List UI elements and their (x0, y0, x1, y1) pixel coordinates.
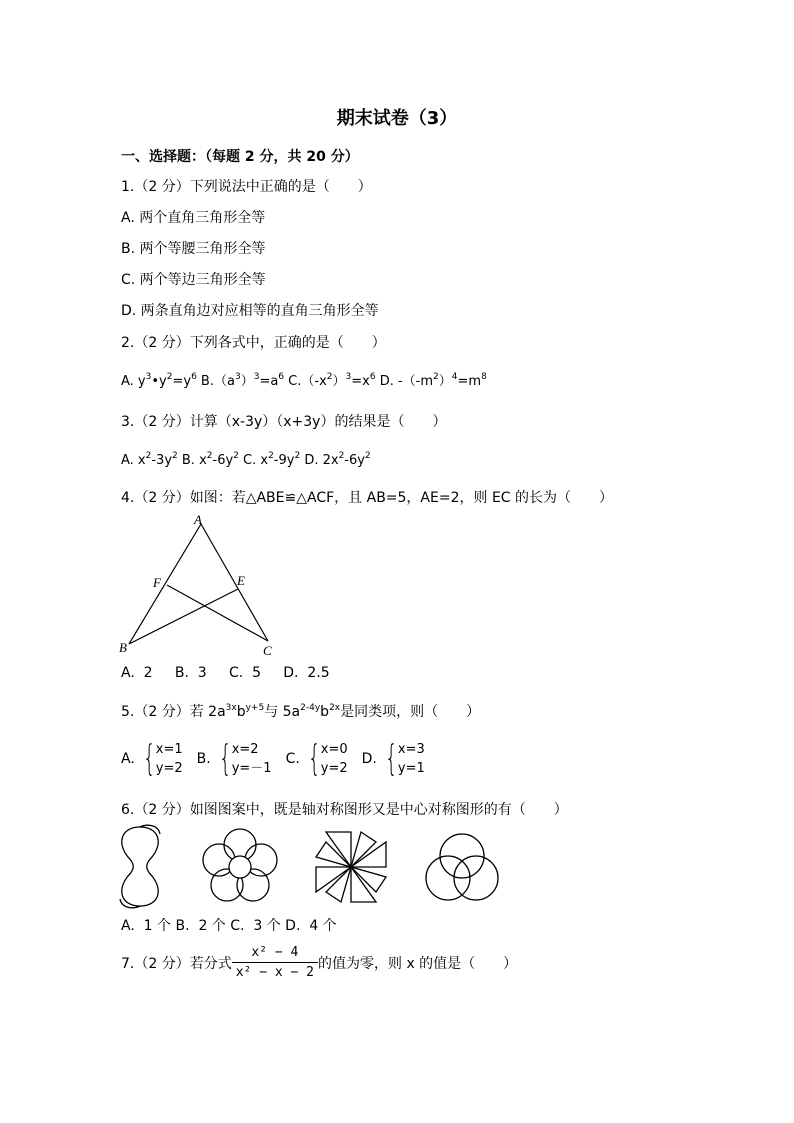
question-1-option-b: B. 两个等腰三角形全等 (121, 241, 266, 257)
option-a: A. { x=1 y=2 (121, 738, 183, 779)
question-1-option-d: D. 两条直角边对应相等的直角三角形全等 (121, 303, 379, 319)
vertex-label-f: F (153, 575, 161, 590)
vertex-label-c: C (263, 643, 272, 658)
option-c: C. { x=0 y=2 (285, 738, 348, 779)
question-6-options: A. 1 个 B. 2 个 C. 3 个 D. 4 个 (121, 918, 337, 934)
lobe-figure (120, 825, 160, 907)
section-heading: 一、选择题：（每题 2 分，共 20 分） (121, 149, 359, 165)
question-7-stem: 7.（2 分）若分式 $\frac{\text{x² − 4}}{\text{x² − x − 2}}$ 的值为零，则 x 的值是（ ） (121, 945, 518, 980)
question-3-stem: 3.（2 分）计算（x-3y）（x+3y）的结果是（ ） (121, 414, 447, 430)
question-2-options: A. $y^3•y^2=y^6$ $B.(a^3)^3=a^6$ $C.(-x^2)^3=x^6$ D. $-(-m^2)^4=m^8$ (121, 372, 487, 389)
question-6-stem: 6.（2 分）如图图案中，既是轴对称图形又是中心对称图形的有（ ） (121, 802, 568, 818)
brace-icon: { (218, 738, 232, 779)
vertex-label-e: E (237, 573, 245, 588)
question-5-stem: 5.（2 分）若 $2a^{3x}b^{y+5}$与 $5a^{2-4y}b^{2x}$是同类项，则（ ） (121, 703, 481, 720)
flower-figure (203, 829, 277, 901)
question-2-stem: 2.（2 分）下列各式中，正确的是（ ） (121, 335, 386, 351)
vertex-label-b: B (119, 640, 127, 655)
pinwheel-figure (316, 832, 386, 902)
brace-icon: { (307, 738, 321, 779)
vertex-label-a: A (194, 512, 202, 527)
page-title: 期末试卷（3） (336, 108, 458, 129)
fraction: $\frac{\text{x² − 4}}{\text{x² − x − 2}}$ (232, 945, 318, 980)
question-4-options: A. 2 B. 3 C. 5 D. 2.5 (121, 665, 330, 681)
question-1-option-c: C. 两个等边三角形全等 (121, 272, 266, 288)
segment-fc (167, 585, 268, 641)
brace-icon: { (142, 738, 156, 779)
pattern-figures (110, 822, 510, 912)
option-d: D. { x=3 y=1 (361, 738, 425, 779)
question-1-stem: 1.（2 分）下列说法中正确的是（ ） (121, 179, 372, 195)
brace-icon: { (384, 738, 398, 779)
triangle-figure (110, 510, 290, 660)
question-1-option-a: A. 两个直角三角形全等 (121, 210, 266, 226)
question-4-stem: 4.（2 分）如图：若△ABE≌△ACF，且 AB=5，AE=2，则 EC 的长为（ ） (121, 490, 614, 506)
option-b: B. { x=2 y=－1 (196, 738, 272, 779)
question-5-options (121, 740, 439, 778)
trefoil-figure (426, 834, 498, 900)
question-3-options: A. $x^2-3y^2$ B. $x^2-6y^2$ C. $x^2-9y^2$ D. $2x^2-6y^2$ (121, 451, 371, 468)
side-ac (201, 524, 268, 641)
